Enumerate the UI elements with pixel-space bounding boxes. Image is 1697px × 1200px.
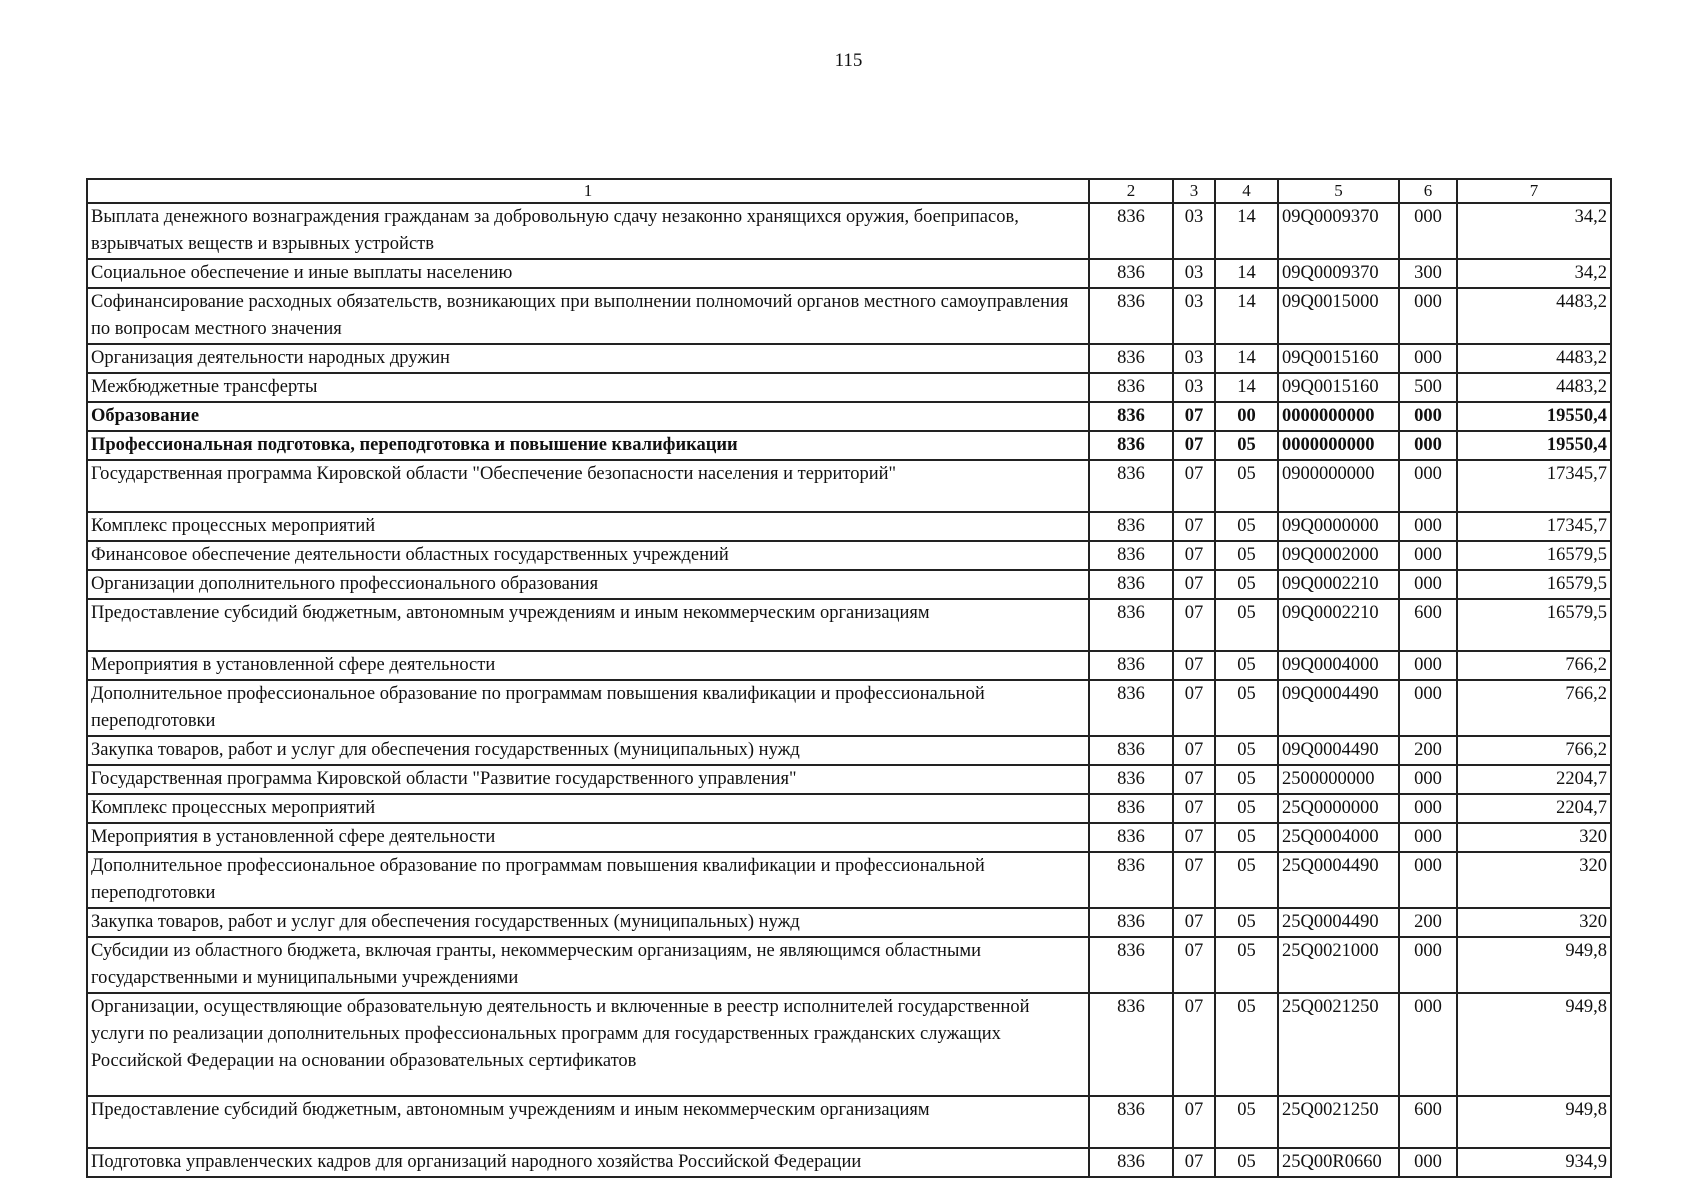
- cell-admin-code: 836: [1089, 402, 1173, 431]
- cell-admin-code: 836: [1089, 937, 1173, 993]
- row-name: Комплекс процессных мероприятий: [87, 512, 1089, 541]
- cell-admin-code: 836: [1089, 460, 1173, 512]
- cell-amount: 34,2: [1457, 203, 1611, 259]
- cell-subsection: 05: [1215, 937, 1278, 993]
- cell-section: 07: [1173, 599, 1215, 651]
- cell-expense-type: 000: [1399, 823, 1457, 852]
- table-row: [87, 431, 1611, 460]
- table-row: [87, 1096, 1611, 1148]
- cell-subsection: 05: [1215, 512, 1278, 541]
- cell-amount: 2204,7: [1457, 794, 1611, 823]
- cell-section: 07: [1173, 823, 1215, 852]
- cell-amount: 4483,2: [1457, 344, 1611, 373]
- column-header: 2: [1089, 179, 1173, 203]
- cell-expense-type: 000: [1399, 993, 1457, 1096]
- cell-amount: 766,2: [1457, 651, 1611, 680]
- cell-expense-type: 600: [1399, 599, 1457, 651]
- cell-expense-type: 500: [1399, 373, 1457, 402]
- row-name: Государственная программа Кировской области "Развитие государственного управления": [87, 765, 1089, 794]
- cell-section: 07: [1173, 651, 1215, 680]
- cell-target-article: 09Q0004490: [1278, 680, 1399, 736]
- cell-target-article: 25Q0004490: [1278, 908, 1399, 937]
- cell-subsection: 05: [1215, 993, 1278, 1096]
- row-name: Государственная программа Кировской области "Обеспечение безопасности населения и территорий": [87, 460, 1089, 512]
- cell-section: 07: [1173, 680, 1215, 736]
- cell-target-article: 09Q0004490: [1278, 736, 1399, 765]
- table-row: [87, 541, 1611, 570]
- cell-target-article: 25Q0000000: [1278, 794, 1399, 823]
- cell-target-article: 09Q0015000: [1278, 288, 1399, 344]
- cell-subsection: 00: [1215, 402, 1278, 431]
- cell-section: 03: [1173, 373, 1215, 402]
- cell-expense-type: 000: [1399, 765, 1457, 794]
- cell-amount: 766,2: [1457, 680, 1611, 736]
- cell-subsection: 05: [1215, 431, 1278, 460]
- cell-amount: 4483,2: [1457, 373, 1611, 402]
- table-row: [87, 344, 1611, 373]
- cell-subsection: 05: [1215, 651, 1278, 680]
- cell-section: 07: [1173, 431, 1215, 460]
- table-header-row: [87, 179, 1611, 203]
- cell-section: 07: [1173, 541, 1215, 570]
- table-row: [87, 402, 1611, 431]
- cell-section: 07: [1173, 512, 1215, 541]
- row-name: Предоставление субсидий бюджетным, автономным учреждениям и иным некоммерческим организациям: [87, 1096, 1089, 1148]
- row-name: Комплекс процессных мероприятий: [87, 794, 1089, 823]
- cell-admin-code: 836: [1089, 259, 1173, 288]
- cell-amount: 949,8: [1457, 937, 1611, 993]
- cell-section: 07: [1173, 1096, 1215, 1148]
- table-row: [87, 599, 1611, 651]
- row-name: Предоставление субсидий бюджетным, автономным учреждениям и иным некоммерческим организациям: [87, 599, 1089, 651]
- cell-subsection: 05: [1215, 680, 1278, 736]
- cell-section: 07: [1173, 736, 1215, 765]
- cell-section: 07: [1173, 937, 1215, 993]
- cell-amount: 949,8: [1457, 993, 1611, 1096]
- cell-target-article: 09Q0002210: [1278, 570, 1399, 599]
- cell-expense-type: 000: [1399, 402, 1457, 431]
- row-name: Закупка товаров, работ и услуг для обеспечения государственных (муниципальных) нужд: [87, 736, 1089, 765]
- cell-admin-code: 836: [1089, 373, 1173, 402]
- cell-target-article: 09Q0000000: [1278, 512, 1399, 541]
- row-name: Мероприятия в установленной сфере деятельности: [87, 823, 1089, 852]
- cell-amount: 19550,4: [1457, 431, 1611, 460]
- column-header: 5: [1278, 179, 1399, 203]
- cell-section: 07: [1173, 794, 1215, 823]
- row-name: Субсидии из областного бюджета, включая гранты, некоммерческим организациям, не являющимся областными государственными и муниципальными учреждениями: [87, 937, 1089, 993]
- table-row: [87, 937, 1611, 993]
- cell-subsection: 05: [1215, 908, 1278, 937]
- cell-expense-type: 200: [1399, 908, 1457, 937]
- column-header: 7: [1457, 179, 1611, 203]
- cell-amount: 16579,5: [1457, 570, 1611, 599]
- table-row: [87, 512, 1611, 541]
- row-name: Закупка товаров, работ и услуг для обеспечения государственных (муниципальных) нужд: [87, 908, 1089, 937]
- table-row: [87, 993, 1611, 1096]
- table-row: [87, 1148, 1611, 1177]
- budget-table: [86, 178, 1612, 1178]
- table-row: [87, 908, 1611, 937]
- table-row: [87, 680, 1611, 736]
- cell-target-article: 09Q0015160: [1278, 344, 1399, 373]
- cell-subsection: 14: [1215, 288, 1278, 344]
- table-row: [87, 203, 1611, 259]
- row-name: Межбюджетные трансферты: [87, 373, 1089, 402]
- table-row: [87, 288, 1611, 344]
- cell-target-article: 25Q0021000: [1278, 937, 1399, 993]
- row-name: Подготовка управленческих кадров для организаций народного хозяйства Российской Федерации: [87, 1148, 1089, 1177]
- cell-section: 07: [1173, 993, 1215, 1096]
- cell-target-article: 2500000000: [1278, 765, 1399, 794]
- row-name: Дополнительное профессиональное образование по программам повышения квалификации и профессиональной переподготовки: [87, 852, 1089, 908]
- cell-expense-type: 000: [1399, 288, 1457, 344]
- cell-expense-type: 000: [1399, 1148, 1457, 1177]
- cell-amount: 17345,7: [1457, 460, 1611, 512]
- cell-expense-type: 000: [1399, 852, 1457, 908]
- page-number: 115: [834, 50, 863, 71]
- cell-amount: 4483,2: [1457, 288, 1611, 344]
- cell-admin-code: 836: [1089, 431, 1173, 460]
- column-header: 3: [1173, 179, 1215, 203]
- cell-amount: 949,8: [1457, 1096, 1611, 1148]
- cell-subsection: 05: [1215, 736, 1278, 765]
- column-header: 1: [87, 179, 1089, 203]
- row-name: Финансовое обеспечение деятельности областных государственных учреждений: [87, 541, 1089, 570]
- cell-target-article: 25Q0004490: [1278, 852, 1399, 908]
- cell-expense-type: 000: [1399, 651, 1457, 680]
- row-name: Дополнительное профессиональное образование по программам повышения квалификации и профессиональной переподготовки: [87, 680, 1089, 736]
- cell-admin-code: 836: [1089, 794, 1173, 823]
- cell-expense-type: 200: [1399, 736, 1457, 765]
- cell-subsection: 14: [1215, 373, 1278, 402]
- cell-amount: 16579,5: [1457, 599, 1611, 651]
- table-row: [87, 852, 1611, 908]
- cell-subsection: 05: [1215, 765, 1278, 794]
- cell-target-article: 0900000000: [1278, 460, 1399, 512]
- cell-expense-type: 000: [1399, 344, 1457, 373]
- cell-admin-code: 836: [1089, 203, 1173, 259]
- cell-subsection: 14: [1215, 203, 1278, 259]
- cell-expense-type: 000: [1399, 570, 1457, 599]
- cell-amount: 934,9: [1457, 1148, 1611, 1177]
- cell-amount: 2204,7: [1457, 765, 1611, 794]
- cell-section: 03: [1173, 288, 1215, 344]
- cell-expense-type: 000: [1399, 541, 1457, 570]
- cell-section: 03: [1173, 259, 1215, 288]
- cell-expense-type: 600: [1399, 1096, 1457, 1148]
- cell-admin-code: 836: [1089, 736, 1173, 765]
- cell-admin-code: 836: [1089, 765, 1173, 794]
- row-name: Организации дополнительного профессионального образования: [87, 570, 1089, 599]
- table-row: [87, 765, 1611, 794]
- table-row: [87, 460, 1611, 512]
- cell-subsection: 05: [1215, 599, 1278, 651]
- cell-expense-type: 000: [1399, 460, 1457, 512]
- row-name: Профессиональная подготовка, переподготовка и повышение квалификации: [87, 431, 1089, 460]
- cell-subsection: 05: [1215, 794, 1278, 823]
- row-name: Мероприятия в установленной сфере деятельности: [87, 651, 1089, 680]
- cell-admin-code: 836: [1089, 651, 1173, 680]
- table-row: [87, 373, 1611, 402]
- cell-subsection: 05: [1215, 1096, 1278, 1148]
- cell-target-article: 09Q0009370: [1278, 259, 1399, 288]
- cell-admin-code: 836: [1089, 852, 1173, 908]
- cell-expense-type: 000: [1399, 794, 1457, 823]
- cell-section: 03: [1173, 203, 1215, 259]
- row-name: Социальное обеспечение и иные выплаты населению: [87, 259, 1089, 288]
- cell-subsection: 05: [1215, 1148, 1278, 1177]
- cell-subsection: 05: [1215, 823, 1278, 852]
- cell-admin-code: 836: [1089, 823, 1173, 852]
- cell-section: 07: [1173, 908, 1215, 937]
- cell-target-article: 25Q00R0660: [1278, 1148, 1399, 1177]
- cell-section: 07: [1173, 852, 1215, 908]
- cell-section: 07: [1173, 460, 1215, 512]
- cell-target-article: 09Q0015160: [1278, 373, 1399, 402]
- cell-admin-code: 836: [1089, 599, 1173, 651]
- cell-admin-code: 836: [1089, 541, 1173, 570]
- row-name: Организации, осуществляющие образовательную деятельность и включенные в реестр исполнителей государственной услуги по реализации дополнительных профессиональных программ для государственных гражданских служащих Российской Федерации на основании образовательных сертификатов: [87, 993, 1089, 1096]
- cell-admin-code: 836: [1089, 512, 1173, 541]
- cell-target-article: 0000000000: [1278, 402, 1399, 431]
- cell-subsection: 05: [1215, 460, 1278, 512]
- cell-target-article: 09Q0002000: [1278, 541, 1399, 570]
- cell-admin-code: 836: [1089, 993, 1173, 1096]
- cell-admin-code: 836: [1089, 1148, 1173, 1177]
- cell-target-article: 25Q0021250: [1278, 1096, 1399, 1148]
- table-row: [87, 570, 1611, 599]
- cell-admin-code: 836: [1089, 908, 1173, 937]
- cell-target-article: 25Q0004000: [1278, 823, 1399, 852]
- row-name: Организация деятельности народных дружин: [87, 344, 1089, 373]
- cell-target-article: 25Q0021250: [1278, 993, 1399, 1096]
- row-name: Выплата денежного вознаграждения гражданам за добровольную сдачу незаконно хранящихся оружия, боеприпасов, взрывчатых веществ и взрывных устройств: [87, 203, 1089, 259]
- cell-expense-type: 000: [1399, 680, 1457, 736]
- cell-amount: 766,2: [1457, 736, 1611, 765]
- column-header: 4: [1215, 179, 1278, 203]
- cell-target-article: 0000000000: [1278, 431, 1399, 460]
- cell-amount: 320: [1457, 908, 1611, 937]
- row-name: Софинансирование расходных обязательств, возникающих при выполнении полномочий органов местного самоуправления по вопросам местного значения: [87, 288, 1089, 344]
- cell-section: 07: [1173, 402, 1215, 431]
- cell-amount: 320: [1457, 823, 1611, 852]
- cell-target-article: 09Q0004000: [1278, 651, 1399, 680]
- cell-subsection: 05: [1215, 852, 1278, 908]
- cell-admin-code: 836: [1089, 570, 1173, 599]
- table-row: [87, 651, 1611, 680]
- cell-section: 07: [1173, 570, 1215, 599]
- table-row: [87, 823, 1611, 852]
- table-row: [87, 736, 1611, 765]
- cell-amount: 34,2: [1457, 259, 1611, 288]
- cell-amount: 17345,7: [1457, 512, 1611, 541]
- row-name: Образование: [87, 402, 1089, 431]
- cell-subsection: 14: [1215, 344, 1278, 373]
- cell-target-article: 09Q0002210: [1278, 599, 1399, 651]
- cell-amount: 320: [1457, 852, 1611, 908]
- cell-amount: 19550,4: [1457, 402, 1611, 431]
- cell-subsection: 05: [1215, 541, 1278, 570]
- cell-expense-type: 000: [1399, 512, 1457, 541]
- cell-subsection: 05: [1215, 570, 1278, 599]
- cell-target-article: 09Q0009370: [1278, 203, 1399, 259]
- cell-expense-type: 300: [1399, 259, 1457, 288]
- cell-section: 07: [1173, 1148, 1215, 1177]
- table-row: [87, 794, 1611, 823]
- cell-admin-code: 836: [1089, 680, 1173, 736]
- cell-subsection: 14: [1215, 259, 1278, 288]
- cell-amount: 16579,5: [1457, 541, 1611, 570]
- cell-section: 07: [1173, 765, 1215, 794]
- cell-expense-type: 000: [1399, 431, 1457, 460]
- cell-admin-code: 836: [1089, 288, 1173, 344]
- column-header: 6: [1399, 179, 1457, 203]
- cell-section: 03: [1173, 344, 1215, 373]
- cell-admin-code: 836: [1089, 1096, 1173, 1148]
- table-row: [87, 259, 1611, 288]
- cell-admin-code: 836: [1089, 344, 1173, 373]
- cell-expense-type: 000: [1399, 937, 1457, 993]
- cell-expense-type: 000: [1399, 203, 1457, 259]
